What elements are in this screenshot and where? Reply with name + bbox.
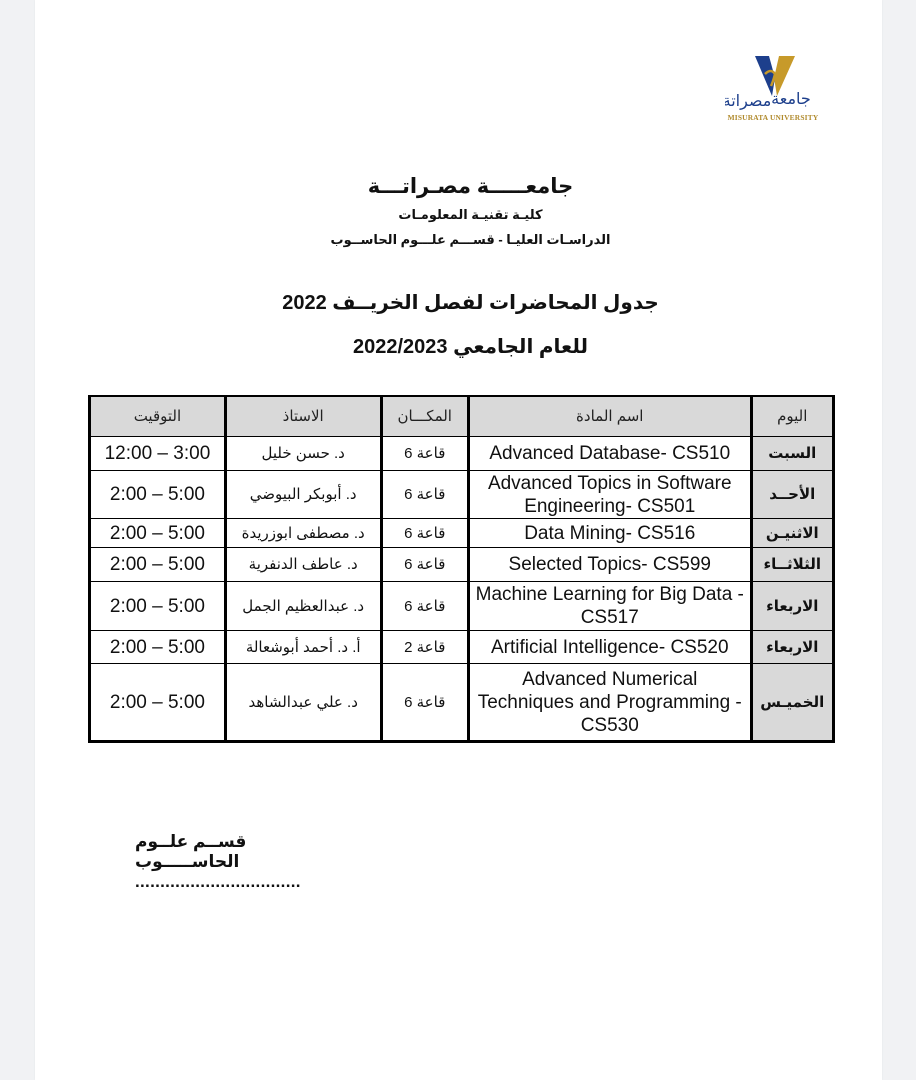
document-page <box>35 0 882 1080</box>
cell-professor: د. أبوبكر البيوضي <box>225 471 381 519</box>
cell-time <box>90 548 226 582</box>
svg-text:جامعة: جامعة <box>771 89 811 108</box>
table-row <box>90 582 834 631</box>
cell-day: الخميـس <box>751 664 834 742</box>
table-header-row <box>90 396 834 437</box>
time-range: 12:00 – 3:00 <box>104 443 211 464</box>
cell-course: Selected Topics- CS599 <box>469 548 751 582</box>
column-header-time: التوقيت <box>90 396 226 437</box>
cell-time <box>90 437 226 471</box>
column-header-day: اليوم <box>751 396 834 437</box>
cell-time <box>90 582 226 631</box>
column-header-room: المكـــان <box>381 396 469 437</box>
cell-time <box>90 471 226 519</box>
table-row <box>90 664 834 742</box>
university-name: جامعـــــة مصـراتـــة <box>367 175 574 198</box>
table-row <box>90 631 834 664</box>
table-row <box>90 471 834 519</box>
cell-time <box>90 519 226 548</box>
signature-block <box>135 832 345 872</box>
schedule-table <box>88 395 835 743</box>
cell-day: الاربعاء <box>751 582 834 631</box>
cell-course: Machine Learning for Big Data - CS517 <box>469 582 751 631</box>
cell-professor: د. عاطف الدنفرية <box>225 548 381 582</box>
cell-room: قاعة 6 <box>381 519 469 548</box>
time-range: 2:00 – 5:00 <box>109 691 205 713</box>
time-range: 2:00 – 5:00 <box>109 636 205 658</box>
time-range: 2:00 – 5:00 <box>109 554 205 575</box>
cell-time <box>90 664 226 742</box>
time-range: 2:00 – 5:00 <box>109 522 205 544</box>
table-row <box>90 437 834 471</box>
cell-room: قاعة 6 <box>381 664 469 742</box>
faculty-name: كليـة تقنيـة المعلومـات <box>398 207 543 222</box>
signature-line: ................................. <box>135 872 301 891</box>
logo-emblem-icon <box>725 52 821 114</box>
cell-day: الثلاثــاء <box>751 548 834 582</box>
column-header-course: اسم المادة <box>469 396 751 437</box>
cell-day: الاثنيـن <box>751 519 834 548</box>
cell-course: Advanced Database- CS510 <box>469 437 751 471</box>
time-range: 2:00 – 5:00 <box>109 484 205 505</box>
academic-year: للعام الجامعي 2022/2023 <box>353 336 588 358</box>
table-row <box>90 548 834 582</box>
cell-room: قاعة 6 <box>381 582 469 631</box>
cell-day: الاربعاء <box>751 631 834 664</box>
signature-label: قســم علــوم الحاســـــوب <box>135 832 247 871</box>
cell-course: Advanced Numerical Techniques and Programming - CS530 <box>469 664 751 742</box>
university-logo <box>725 52 821 124</box>
department-name: الدراسـات العليـا - قســـم علـــوم الحاســوب <box>330 232 611 247</box>
svg-text:مصراتة: مصراتة <box>725 91 772 110</box>
cell-course: Artificial Intelligence- CS520 <box>469 631 751 664</box>
cell-professor: د. علي عبدالشاهد <box>225 664 381 742</box>
cell-professor: أ. د. أحمد أبوشعالة <box>225 631 381 664</box>
cell-professor: د. عبدالعظيم الجمل <box>225 582 381 631</box>
table-row <box>90 519 834 548</box>
cell-room: قاعة 6 <box>381 548 469 582</box>
time-range: 2:00 – 5:00 <box>109 595 205 617</box>
cell-time <box>90 631 226 664</box>
cell-course: Data Mining- CS516 <box>469 519 751 548</box>
cell-day: السبت <box>751 437 834 471</box>
logo-english-text: MISURATA UNIVERSITY <box>727 113 819 122</box>
column-header-professor: الاستاذ <box>225 396 381 437</box>
cell-professor: د. مصطفى ابوزريدة <box>225 519 381 548</box>
cell-room: قاعة 6 <box>381 437 469 471</box>
cell-room: قاعة 6 <box>381 471 469 519</box>
cell-professor: د. حسن خليل <box>225 437 381 471</box>
cell-day: الأحــد <box>751 471 834 519</box>
page-title: جدول المحاضرات لفصل الخريــف 2022 <box>282 292 659 314</box>
cell-course: Advanced Topics in Software Engineering- CS501 <box>469 471 751 519</box>
cell-room: قاعة 2 <box>381 631 469 664</box>
